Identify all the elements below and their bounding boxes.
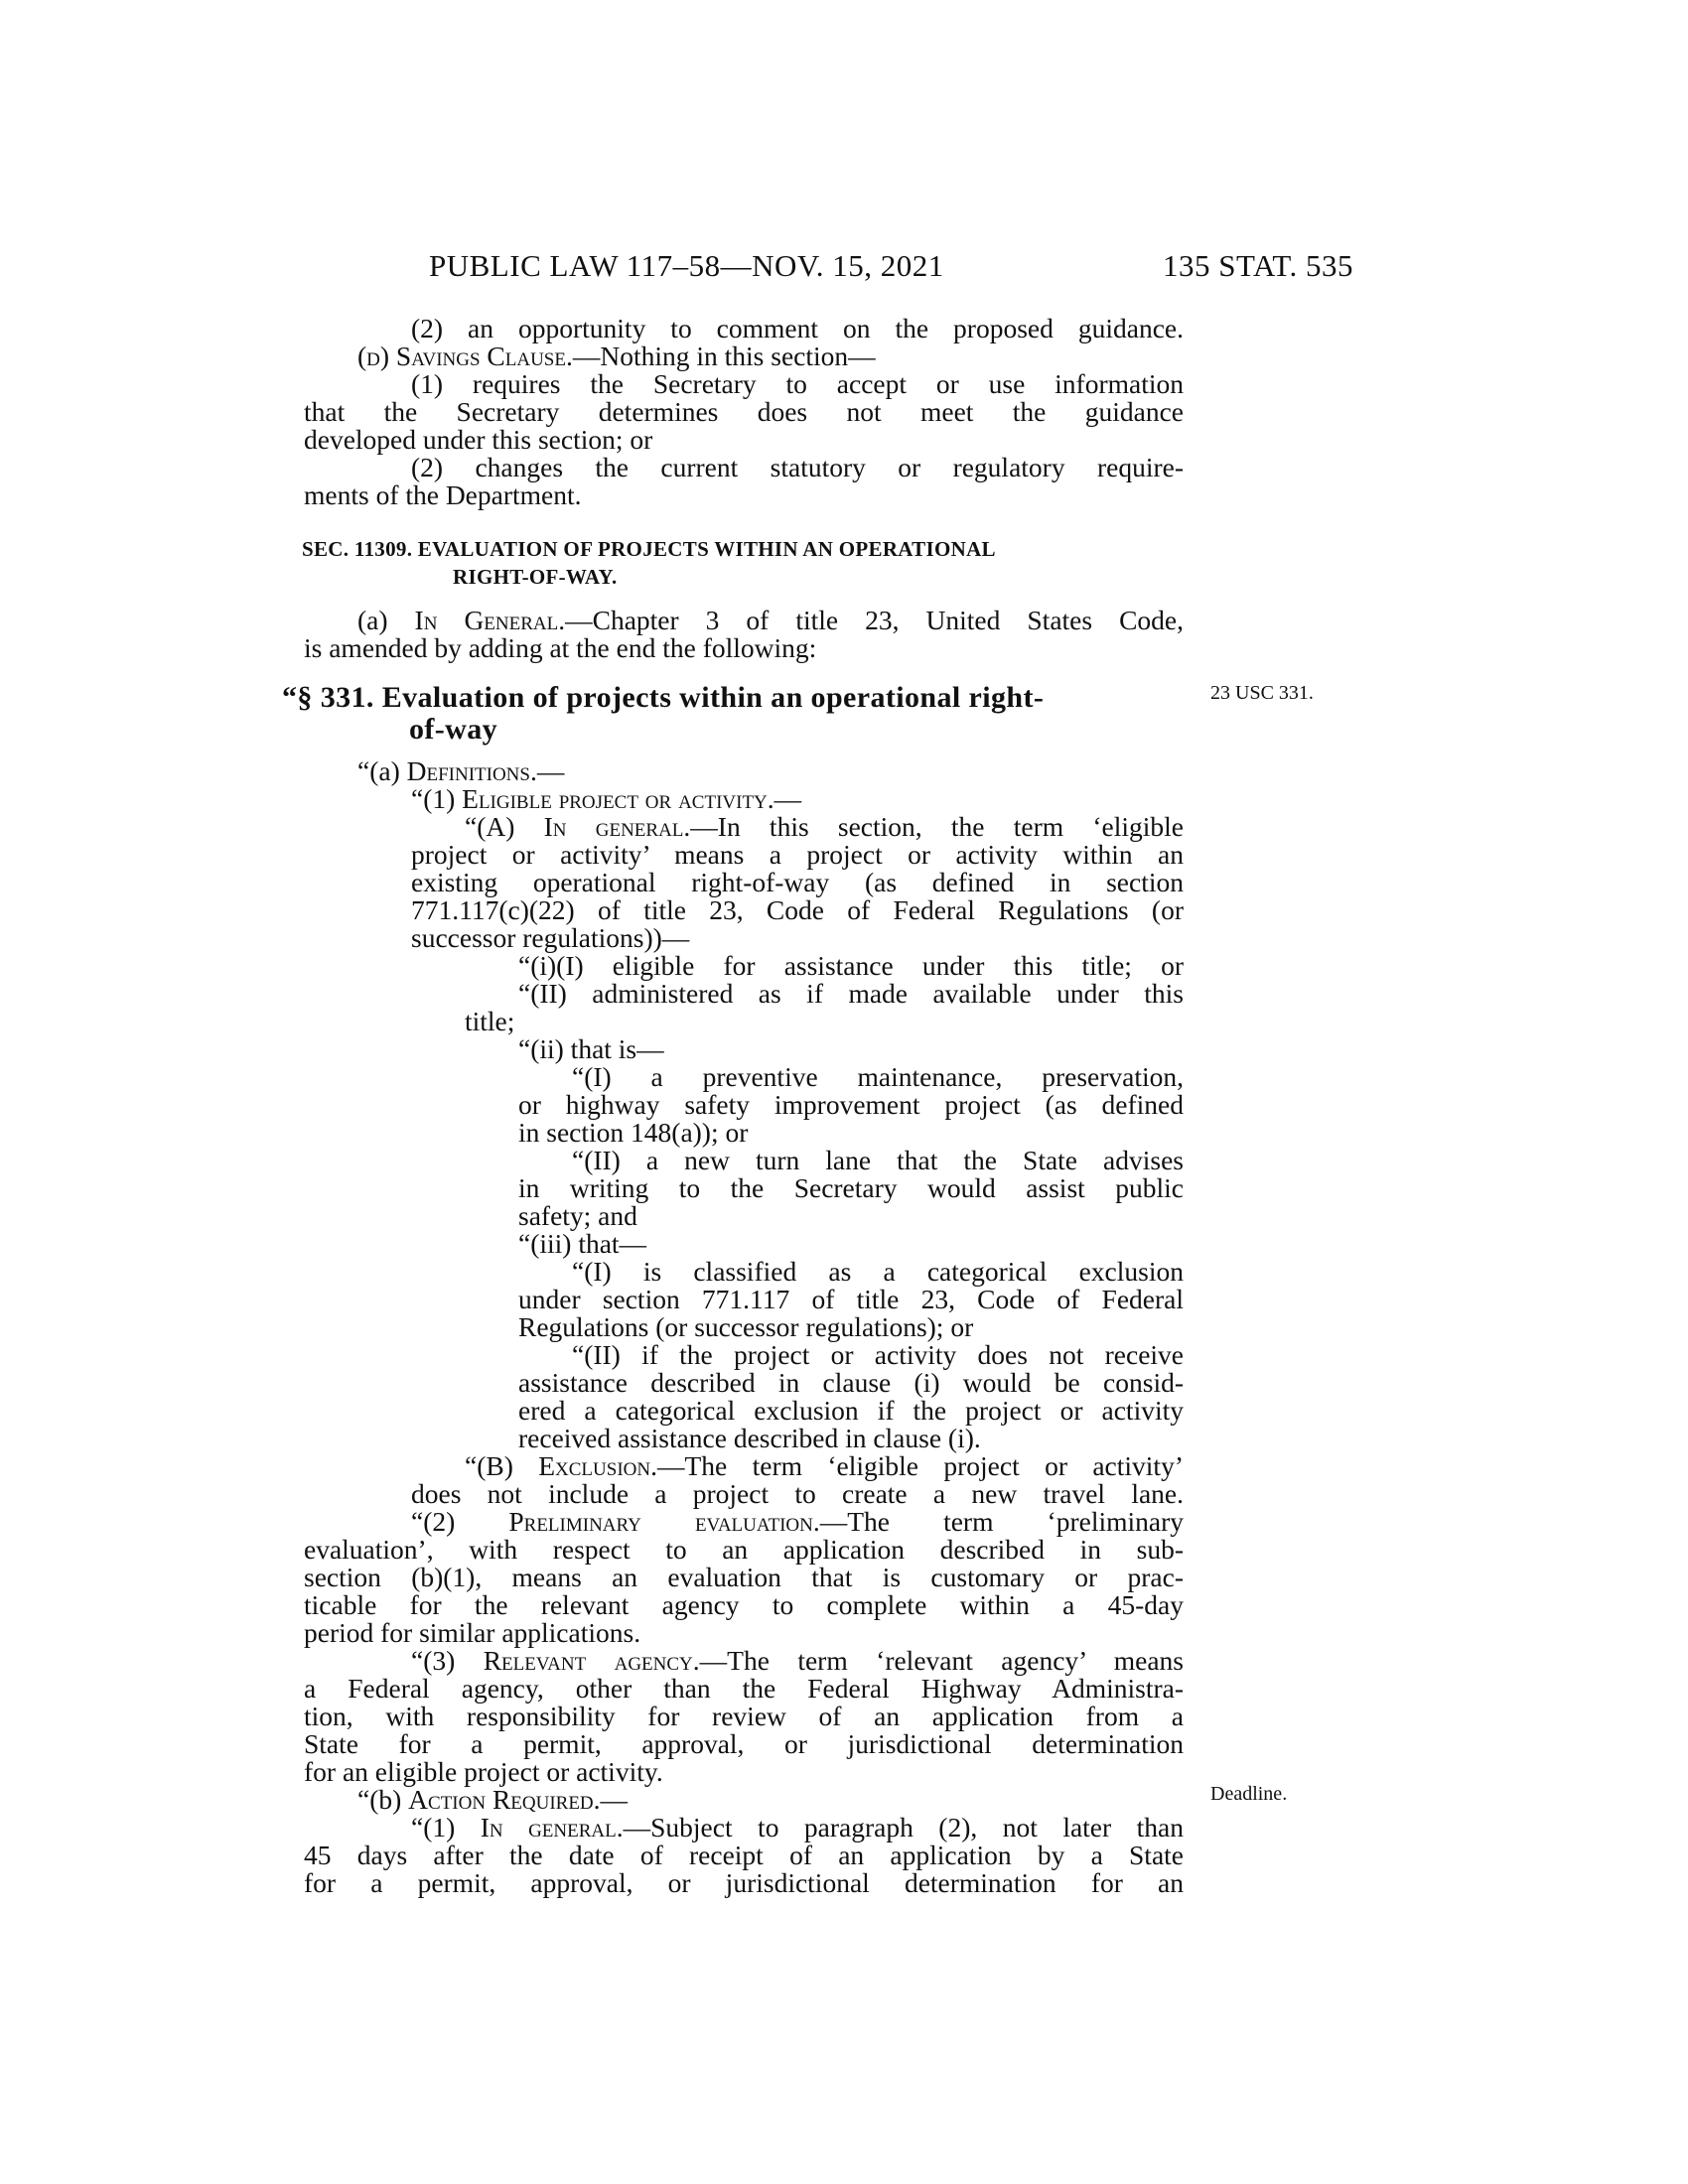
text-line: evaluation’, with respect to an application described in sub- [304,1534,1184,1565]
text-line: section (b)(1), means an evaluation that is customary or prac- [304,1562,1184,1592]
text-line: that the Secretary determines does not meet the guidance [304,396,1184,427]
text-line: for an eligible project or activity. [304,1756,663,1787]
text-line: “(II) if the project or activity does not receive [572,1339,1184,1370]
text-line: for a permit, approval, or jurisdictional determination for an [304,1867,1184,1898]
text-line: (a) In General.—Chapter 3 of title 23, United States Code, [357,605,1185,635]
text-line: “(I) a preventive maintenance, preservation, [572,1061,1184,1092]
usc-section-heading: of-way [409,713,498,746]
text-line: State for a permit, approval, or jurisdictional determination [304,1728,1184,1759]
text-line: assistance described in clause (i) would be consid- [518,1367,1184,1398]
text-line: period for similar applications. [304,1617,641,1648]
text-line: “(I) is classified as a categorical exclusion [572,1256,1184,1287]
margin-note-deadline: Deadline. [1210,1783,1288,1805]
text-line: “(II) a new turn lane that the State advises [572,1145,1184,1175]
text-line: “(a) Definitions.— [357,755,565,786]
text-line: project or activity’ means a project or activity within an [411,839,1184,870]
text-line: “(1) Eligible project or activity.— [411,783,802,814]
text-line: ments of the Department. [304,479,582,510]
text-line: “(iii) that— [518,1228,647,1259]
text-line: a Federal agency, other than the Federal Highway Administra- [304,1673,1184,1704]
text-line: under section 771.117 of title 23, Code of Federal [518,1284,1184,1314]
text-line: 45 days after the date of receipt of an application by a State [304,1840,1184,1870]
text-line: existing operational right-of-way (as defined in section [411,867,1184,897]
text-line: title; [465,1006,515,1036]
text-line: (1) requires the Secretary to accept or use information [411,368,1184,399]
section-heading: SEC. 11309. EVALUATION OF PROJECTS WITHIN AN OPERATIONAL [302,537,996,561]
margin-note-usc: 23 USC 331. [1210,682,1314,704]
text-line: in section 148(a)); or [518,1117,749,1148]
text-line: “(A) In general.—In this section, the term ‘eligible [465,811,1184,842]
text-line: is amended by adding at the end the following: [304,632,817,663]
text-line: 771.117(c)(22) of title 23, Code of Federal Regulations (or [411,894,1184,925]
text-line: does not include a project to create a new travel lane. [411,1478,1184,1509]
text-line: Regulations (or successor regulations); or [518,1311,974,1342]
text-line: in writing to the Secretary would assist public [518,1172,1184,1203]
text-line: “(2) Preliminary evaluation.—The term ‘preliminary [411,1506,1184,1537]
usc-section-heading: “§ 331. Evaluation of projects within an operational right- [282,681,1045,714]
text-line: “(i)(I) eligible for assistance under this title; or [518,950,1184,981]
text-line: (d) Savings Clause.—Nothing in this section— [357,341,876,371]
text-line: safety; and [518,1200,637,1231]
text-line: ticable for the relevant agency to complete within a 45-day [304,1589,1184,1620]
text-line: (2) an opportunity to comment on the proposed guidance. [411,313,1184,343]
text-line: “(1) In general.—Subject to paragraph (2), not later than [411,1812,1184,1843]
text-line: received assistance described in clause (i). [518,1423,981,1453]
text-line: tion, with responsibility for review of an application from a [304,1701,1184,1731]
running-header: PUBLIC LAW 117–58—NOV. 15, 2021 [429,248,944,283]
text-line: “(ii) that is— [518,1033,664,1064]
text-line: “(b) Action Required.— [357,1784,629,1815]
text-line: “(3) Relevant agency.—The term ‘relevant agency’ means [411,1645,1184,1676]
text-line: successor regulations))— [411,922,690,953]
page-citation: 135 STAT. 535 [1163,248,1354,283]
text-line: (2) changes the current statutory or regulatory require- [411,452,1184,482]
text-line: “(B) Exclusion.—The term ‘eligible project or activity’ [465,1450,1184,1481]
text-line: ered a categorical exclusion if the project or activity [518,1395,1184,1426]
text-line: developed under this section; or [304,424,653,455]
section-heading: RIGHT-OF-WAY. [453,565,618,589]
text-line: “(II) administered as if made available under this [518,978,1184,1009]
body-text [282,313,1185,1898]
text-line: or highway safety improvement project (as defined [518,1089,1184,1120]
